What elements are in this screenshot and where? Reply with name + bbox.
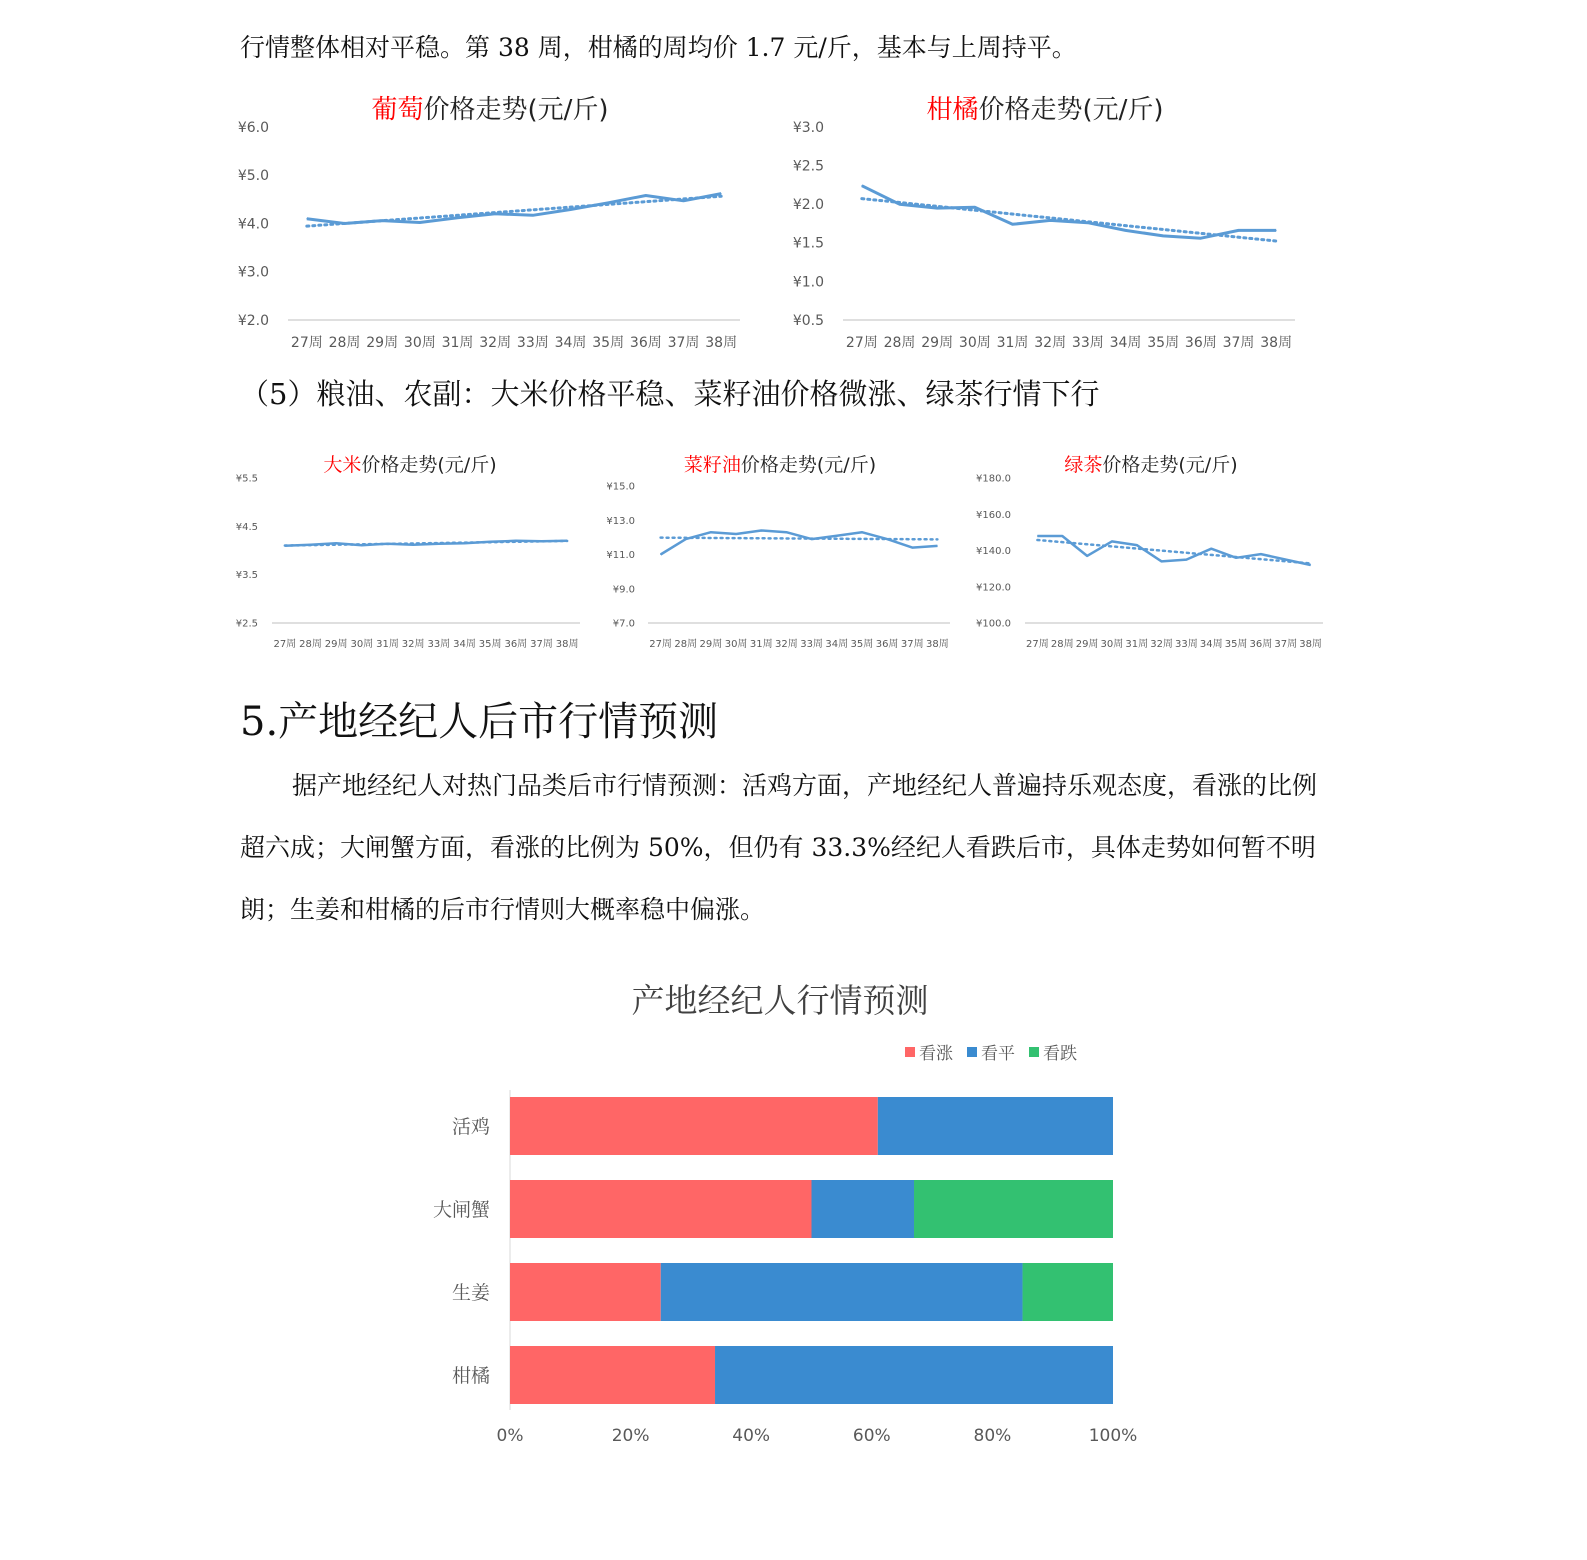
x-tick-label: 30周 [403, 335, 436, 351]
data-point [541, 541, 542, 542]
x-tick-label: 32周 [401, 639, 425, 650]
data-point [683, 200, 684, 201]
data-point [464, 543, 465, 544]
x-tick-label: 38周 [926, 639, 949, 650]
rice-price-chart [232, 450, 592, 660]
data-point [912, 547, 913, 548]
bar-segment [878, 1097, 1113, 1155]
y-tick-label: ¥4.0 [237, 216, 269, 233]
data-point [1310, 565, 1311, 566]
trendline [661, 538, 938, 540]
data-point [710, 532, 711, 533]
grape-price-chart [225, 90, 755, 365]
data-point [811, 539, 812, 540]
chart-title [1064, 454, 1237, 476]
chart-title-highlight: 大米 [323, 454, 362, 476]
data-point [1161, 561, 1162, 562]
subheading: （5）粮油、农副：大米价格平稳、菜籽油价格微涨、绿茶行情下行 [240, 377, 1100, 411]
legend-label: 看涨 [919, 1044, 953, 1064]
x-tick-label: 38周 [1299, 639, 1322, 650]
category-label: 大闸蟹 [432, 1199, 490, 1221]
x-tick-label: 33周 [1175, 639, 1198, 650]
y-tick-label: ¥15.0 [606, 481, 635, 493]
x-tick-label: 37周 [1274, 639, 1298, 650]
data-point [1200, 238, 1201, 239]
x-tick-label: 35周 [1147, 335, 1180, 351]
legend-swatch [1029, 1047, 1039, 1057]
data-point [306, 218, 307, 219]
chart-title: 产地经纪人行情预测 [631, 981, 929, 1020]
data-point [974, 207, 975, 208]
chart-title [684, 454, 876, 476]
data-point [721, 193, 722, 194]
chart-title-rest: 价格走势(元/斤) [978, 95, 1164, 125]
y-tick-label: ¥2.0 [237, 312, 269, 329]
x-tick-label: 30周 [958, 335, 991, 351]
y-tick-label: ¥180.0 [976, 473, 1011, 485]
data-point [413, 544, 414, 545]
price-series-line [285, 541, 567, 546]
x-tick-label: 33周 [427, 639, 451, 650]
data-point [1285, 559, 1286, 560]
x-tick-label: 29周 [366, 335, 399, 351]
y-tick-label: ¥140.0 [976, 546, 1011, 557]
data-point [457, 217, 458, 218]
x-tick-label: 33周 [516, 335, 549, 351]
x-tick-label: 35周 [478, 639, 502, 650]
category-label: 生姜 [451, 1282, 490, 1304]
data-point [387, 543, 388, 544]
data-point [567, 540, 568, 541]
y-tick-label: ¥2.5 [792, 158, 824, 175]
x-tick-label: 36周 [1249, 639, 1273, 650]
x-tick-label: 32周 [775, 639, 798, 650]
data-point [490, 541, 491, 542]
intro-line: 行情整体相对平稳。第 38 周，柑橘的周均价 1.7 元/斤，基本与上周持平。 [240, 33, 1077, 62]
data-point [1111, 541, 1112, 542]
x-tick-label: 30周 [350, 639, 374, 650]
x-tick-label: 37周 [900, 639, 924, 650]
data-point [495, 213, 496, 214]
chart-title-rest: 价格走势(元/斤) [361, 454, 497, 476]
data-point [1276, 230, 1277, 231]
y-tick-label: ¥100.0 [976, 618, 1011, 630]
y-tick-label: ¥4.5 [235, 521, 258, 533]
data-point [1037, 536, 1038, 537]
x-tick-label: 28周 [328, 335, 361, 351]
chart-title-highlight: 菜籽油 [683, 454, 741, 476]
x-tick-label: 27周 [649, 639, 672, 650]
y-tick-label: ¥9.0 [612, 584, 635, 596]
x-tick-label: 35周 [850, 639, 874, 650]
category-label: 柑橘 [451, 1365, 490, 1387]
data-point [761, 530, 762, 531]
bar-segment [812, 1180, 915, 1238]
y-tick-label: ¥5.0 [237, 168, 269, 185]
x-tick-label: 36周 [629, 335, 662, 351]
bar-segment [510, 1097, 878, 1155]
y-tick-label: ¥5.5 [235, 473, 258, 485]
x-tick-label: 31周 [376, 639, 399, 650]
x-tick-label: 32周 [1150, 639, 1173, 650]
chart-title-rest: 价格走势(元/斤) [423, 95, 609, 125]
y-tick-label: ¥1.5 [792, 235, 824, 252]
data-point [1163, 235, 1164, 236]
x-tick-label: 28周 [1050, 639, 1074, 650]
data-point [1211, 548, 1212, 549]
x-tick-label: 100% [1088, 1426, 1138, 1446]
y-tick-label: ¥2.5 [235, 618, 258, 630]
data-point [608, 202, 609, 203]
y-tick-label: ¥0.5 [792, 312, 824, 329]
bar-segment [510, 1263, 661, 1321]
bar-segment [510, 1180, 812, 1238]
data-point [1236, 557, 1237, 558]
x-tick-label: 34周 [1109, 335, 1142, 351]
x-tick-label: 29周 [699, 639, 723, 650]
x-tick-label: 31周 [441, 335, 474, 351]
section-paragraph: 据产地经纪人对热门品类后市行情预测：活鸡方面，产地经纪人普遍持乐观态度，看涨的比例超六成；大闸蟹方面，看涨的比例为 50%，但仍有 33.3%经纪人看跌后市，具体走势如何暂不明朗；生姜和柑橘的后市行情则大概率稳中偏涨。 [240, 771, 1318, 924]
x-tick-label: 31周 [996, 335, 1029, 351]
x-tick-label: 32周 [479, 335, 512, 351]
data-point [887, 539, 888, 540]
y-tick-label: ¥3.0 [792, 119, 824, 136]
x-tick-label: 38周 [555, 639, 579, 650]
data-point [284, 545, 285, 546]
data-point [1260, 554, 1261, 555]
data-point [1186, 559, 1187, 560]
x-tick-label: 27周 [1026, 639, 1049, 650]
chart-title [926, 95, 1163, 125]
x-tick-label: 27周 [273, 639, 297, 650]
x-tick-label: 37周 [667, 335, 700, 351]
data-point [660, 554, 661, 555]
legend-label: 看平 [981, 1044, 1015, 1064]
section-title: 5.产地经纪人后市行情预测 [240, 699, 719, 745]
x-tick-label: 33周 [800, 639, 823, 650]
data-point [1238, 230, 1239, 231]
x-tick-label: 28周 [883, 335, 916, 351]
x-tick-label: 34周 [554, 335, 587, 351]
bar-segment [661, 1263, 1023, 1321]
chart-title-highlight: 绿茶 [1064, 454, 1103, 476]
data-point [736, 533, 737, 534]
x-tick-label: 29周 [324, 639, 348, 650]
x-tick-label: 27周 [290, 335, 323, 351]
data-point [344, 223, 345, 224]
data-point [937, 208, 938, 209]
rapeseed-oil-price-chart [605, 450, 965, 660]
data-point [1050, 220, 1051, 221]
x-tick-label: 80% [973, 1426, 1012, 1446]
x-tick-label: 27周 [845, 335, 878, 351]
data-point [515, 540, 516, 541]
y-tick-label: ¥3.5 [235, 570, 258, 582]
data-point [685, 539, 686, 540]
x-tick-label: 34周 [1199, 639, 1223, 650]
x-tick-label: 29周 [921, 335, 954, 351]
data-point [1125, 230, 1126, 231]
legend-swatch [967, 1047, 977, 1057]
data-point [310, 544, 311, 545]
x-tick-label: 38周 [705, 335, 738, 351]
data-point [532, 215, 533, 216]
chart-title-highlight: 柑橘 [926, 95, 979, 125]
y-tick-label: ¥160.0 [976, 509, 1011, 521]
data-point [1087, 555, 1088, 556]
data-point [361, 545, 362, 546]
y-tick-label: ¥7.0 [612, 618, 635, 630]
x-tick-label: 36周 [1184, 335, 1217, 351]
data-point [438, 543, 439, 544]
x-tick-label: 60% [852, 1426, 891, 1446]
bar-segment [914, 1180, 1113, 1238]
chart-title [323, 454, 496, 476]
chart-title-rest: 价格走势(元/斤) [1102, 454, 1238, 476]
x-tick-label: 35周 [1224, 639, 1248, 650]
x-tick-label: 37周 [1222, 335, 1255, 351]
data-point [1087, 222, 1088, 223]
forecast-bar-chart [400, 965, 1180, 1465]
x-tick-label: 31周 [749, 639, 773, 650]
x-tick-label: 36周 [875, 639, 899, 650]
data-point [786, 532, 787, 533]
y-tick-label: ¥1.0 [792, 274, 824, 291]
x-tick-label: 35周 [592, 335, 625, 351]
x-tick-label: 40% [732, 1426, 771, 1446]
chart-title [371, 95, 608, 125]
legend-label: 看跌 [1043, 1044, 1077, 1064]
data-point [861, 185, 862, 186]
chart-title-rest: 价格走势(元/斤) [740, 454, 877, 476]
x-tick-label: 30周 [1100, 639, 1124, 650]
x-tick-label: 28周 [674, 639, 698, 650]
data-point [861, 532, 862, 533]
y-tick-label: ¥2.0 [792, 197, 824, 214]
x-tick-label: 28周 [299, 639, 322, 650]
price-series-line [862, 186, 1276, 239]
x-tick-label: 33周 [1071, 335, 1104, 351]
y-tick-label: ¥13.0 [606, 515, 635, 527]
data-point [1136, 545, 1137, 546]
chart-title-highlight: 葡萄 [371, 95, 424, 125]
y-tick-label: ¥3.0 [237, 264, 269, 281]
data-point [836, 535, 837, 536]
y-tick-label: ¥120.0 [976, 582, 1011, 594]
x-tick-label: 34周 [825, 639, 849, 650]
bar-segment [1023, 1263, 1113, 1321]
bar-segment [715, 1346, 1113, 1404]
data-point [1012, 224, 1013, 225]
x-tick-label: 31周 [1125, 639, 1149, 650]
x-tick-label: 37周 [530, 639, 553, 650]
x-tick-label: 32周 [1034, 335, 1067, 351]
data-point [419, 222, 420, 223]
citrus-price-chart [780, 90, 1310, 365]
data-point [1062, 536, 1063, 537]
price-series-line [307, 194, 721, 224]
x-tick-label: 34周 [453, 639, 476, 650]
x-tick-label: 36周 [504, 639, 528, 650]
x-tick-label: 30周 [724, 639, 748, 650]
data-point [937, 545, 938, 546]
x-tick-label: 20% [611, 1426, 650, 1446]
data-point [336, 543, 337, 544]
x-tick-label: 29周 [1075, 639, 1099, 650]
legend-swatch [905, 1047, 915, 1057]
y-tick-label: ¥11.0 [606, 550, 635, 561]
category-label: 活鸡 [451, 1116, 490, 1138]
green-tea-price-chart [975, 450, 1335, 660]
x-tick-label: 0% [496, 1426, 524, 1446]
data-point [382, 220, 383, 221]
bar-segment [510, 1346, 715, 1404]
data-point [570, 209, 571, 210]
data-point [899, 204, 900, 205]
y-tick-label: ¥6.0 [237, 119, 269, 136]
x-tick-label: 38周 [1260, 335, 1293, 351]
price-series-line [661, 531, 938, 555]
data-point [645, 195, 646, 196]
